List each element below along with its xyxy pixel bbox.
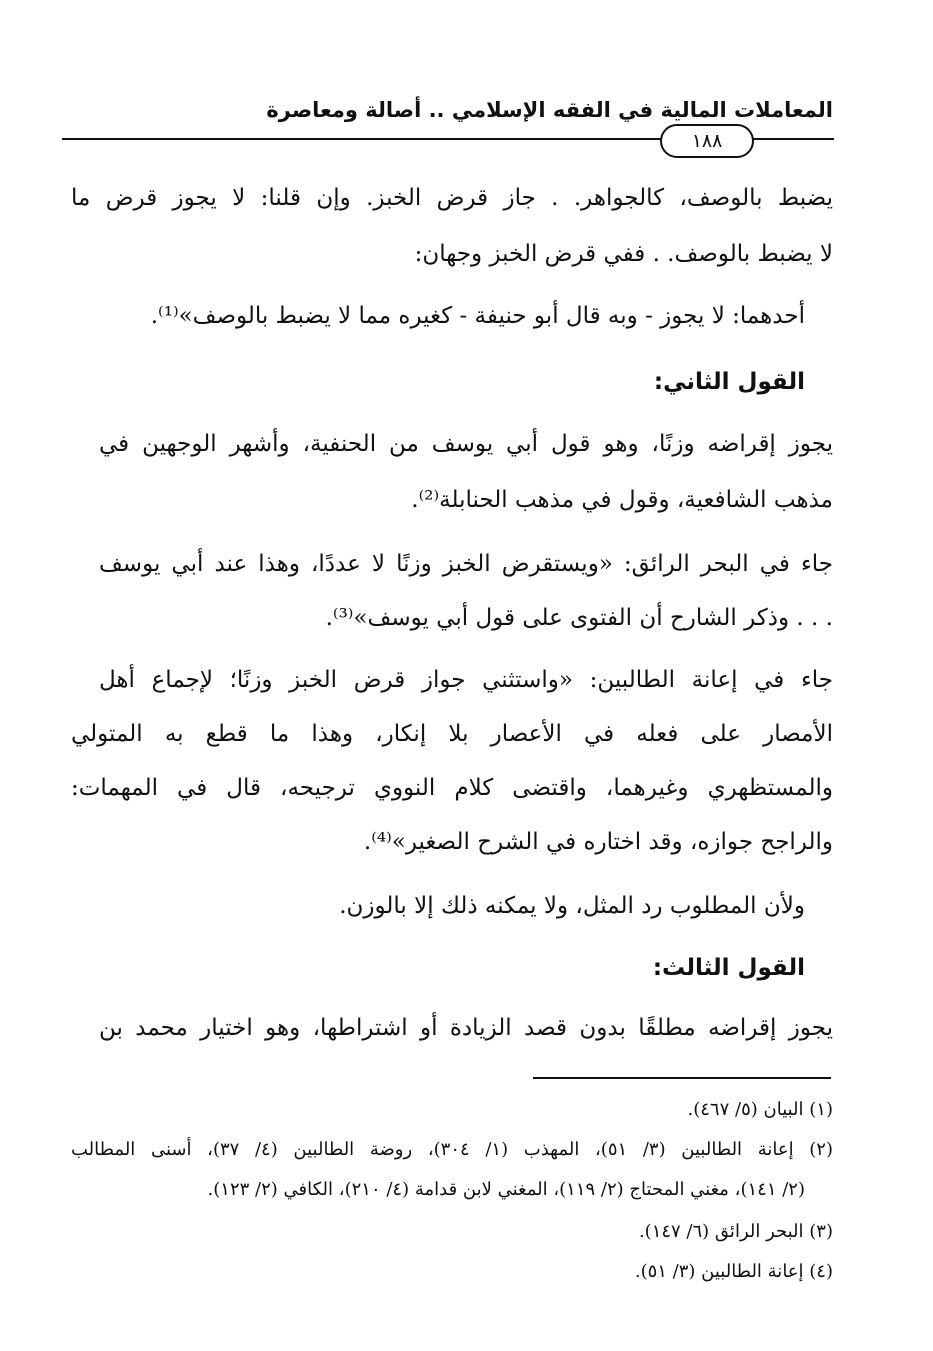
- footnote-rule: [533, 1077, 831, 1079]
- body-line-8: جاء في إعانة الطالبين: «واستثني جواز قرض الخبز وزنًا؛ لإجماع أهل: [99, 667, 833, 693]
- heading-third-opinion: القول الثالث:: [652, 955, 805, 981]
- heading-second-opinion: القول الثاني:: [653, 369, 805, 395]
- body-line-12: ولأن المطلوب رد المثل، ولا يمكنه ذلك إلا بالوزن.: [339, 893, 805, 919]
- page-number: ١٨٨: [660, 124, 754, 158]
- body-line-1: يضبط بالوصف، كالجواهر. . جاز قرض الخبز. وإن قلنا: لا يجوز قرض ما: [71, 185, 833, 211]
- footnote-1: (١) البيان (٥/ ٤٦٧).: [687, 1099, 833, 1120]
- body-line-11: والراجح جوازه، وقد اختاره في الشرح الصغير»⁽⁴⁾.: [363, 829, 833, 855]
- body-line-2: لا يضبط بالوصف. . ففي قرض الخبز وجهان:: [414, 241, 833, 267]
- footnote-2-line-1: (٢) إعانة الطالبين (٣/ ٥١)، المهذب (١/ ٣٠٤)، روضة الطالبين (٤/ ٣٧)، أسنى المطالب: [71, 1139, 833, 1160]
- footnote-4: (٤) إعانة الطالبين (٣/ ٥١).: [634, 1261, 833, 1282]
- body-line-10: والمستظهري وغيرهما، واقتضى كلام النووي ترجيحه، قال في المهمات:: [71, 775, 833, 801]
- footnote-2-line-2: (٢/ ١٤١)، مغني المحتاج (٢/ ١١٩)، المغني لابن قدامة (٤/ ٢١٠)، الكافي (٢/ ١٢٣).: [207, 1179, 805, 1200]
- body-line-3: أحدهما: لا يجوز - وبه قال أبو حنيفة - كغيره مما لا يضبط بالوصف»⁽¹⁾.: [150, 303, 805, 329]
- body-line-9: الأمصار على فعله في الأعصار بلا إنكار، وهذا ما قطع به المتولي: [71, 721, 833, 747]
- body-line-4: يجوز إقراضه وزنًا، وهو قول أبي يوسف من الحنفية، وأشهر الوجهين في: [99, 431, 833, 457]
- footnote-3: (٣) البحر الرائق (٦/ ١٤٧).: [638, 1221, 833, 1242]
- body-line-13: يجوز إقراضه مطلقًا بدون قصد الزيادة أو اشتراطها، وهو اختيار محمد بن: [99, 1015, 833, 1041]
- body-line-5: مذهب الشافعية، وقول في مذهب الحنابلة⁽²⁾.: [411, 487, 833, 513]
- body-line-7: . . . وذكر الشارح أن الفتوى على قول أبي يوسف»⁽³⁾.: [325, 605, 833, 631]
- running-header-title: المعاملات المالية في الفقه الإسلامي .. أصالة ومعاصرة: [266, 98, 833, 122]
- body-line-6: جاء في البحر الرائق: «ويستقرض الخبز وزنًا لا عددًا، وهذا عند أبي يوسف: [99, 551, 833, 577]
